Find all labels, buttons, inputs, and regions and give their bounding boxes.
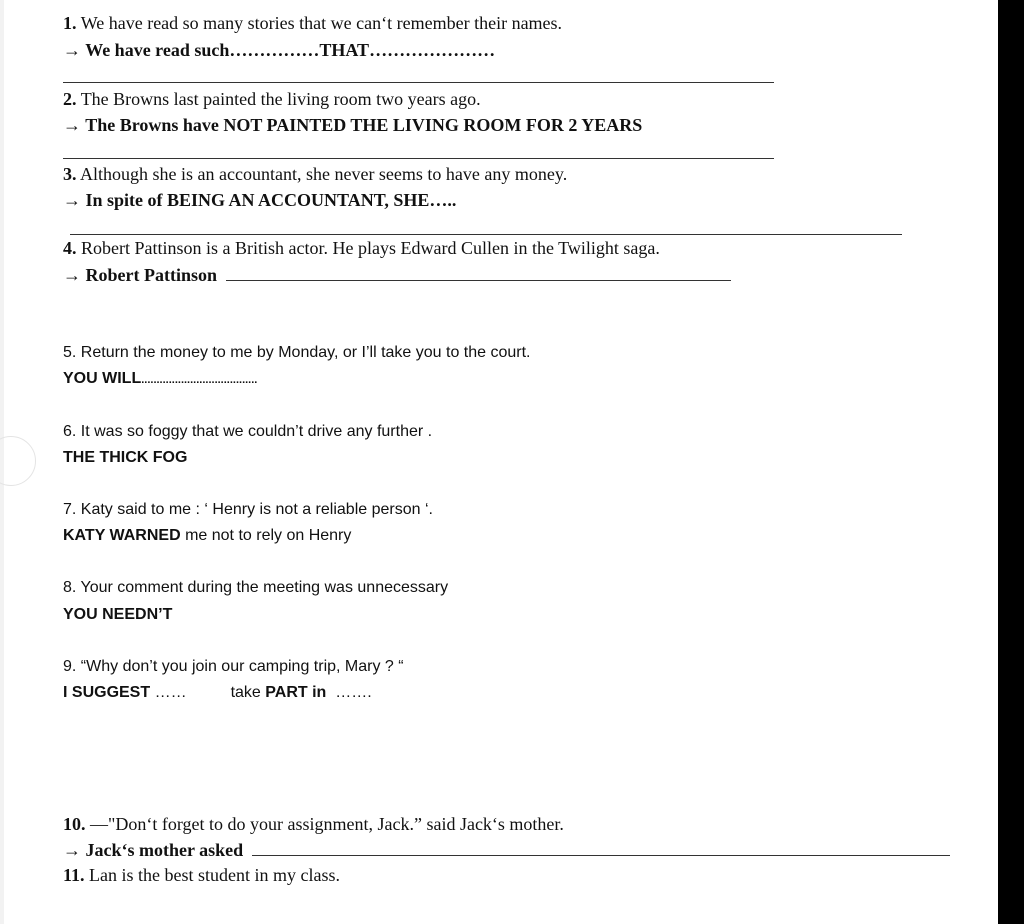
q2-sentence-line — [63, 89, 481, 110]
q9-answer-line — [63, 684, 372, 702]
q4-arrow-icon: → — [63, 265, 81, 285]
q1-sentence-line — [63, 13, 562, 34]
q3-number: 3. — [63, 164, 77, 184]
q4-answer-blank — [226, 279, 731, 281]
q11-number: 11. — [63, 865, 85, 885]
q10-arrow-icon: → — [63, 840, 81, 860]
q5-answer: YOU WILL — [63, 370, 142, 387]
q2-answer: The Browns have NOT PAINTED THE LIVING ROOM FOR 2 YEARS — [85, 115, 643, 135]
q6-sentence: 6. It was so foggy that we couldn’t drive any further . — [63, 423, 433, 440]
q4-number: 4. — [63, 238, 77, 258]
q9-answer-start: I SUGGEST — [63, 684, 151, 701]
q1-dots-1: …………… — [229, 40, 320, 60]
q4-sentence: Robert Pattinson is a British actor. He plays Edward Cullen in the Twilight saga. — [81, 238, 660, 258]
q7-answer-bold: KATY WARNED — [63, 527, 181, 544]
q10-answer-line — [63, 840, 950, 861]
q1-divider — [63, 82, 774, 83]
q3-answer: In spite of BEING AN ACCOUNTANT, SHE….. — [85, 190, 457, 210]
q9-take: take — [230, 684, 261, 701]
q10-sentence-line — [63, 814, 564, 835]
q11-sentence: Lan is the best student in my class. — [89, 865, 340, 885]
margin-circle-mark — [0, 436, 36, 486]
q4-answer: Robert Pattinson — [85, 265, 217, 285]
q11-sentence-line — [63, 865, 340, 886]
q2-arrow-icon: → — [63, 115, 81, 135]
q9-part-in: PART in — [265, 684, 327, 701]
q7-answer-line — [63, 527, 351, 545]
q10-number: 10. — [63, 814, 86, 834]
q4-sentence-line — [63, 238, 660, 259]
q2-number: 2. — [63, 89, 77, 109]
q1-sentence: We have read so many stories that we can‘t remember their names. — [80, 13, 563, 33]
q5-answer-line — [63, 370, 257, 388]
q10-answer-blank — [252, 854, 950, 856]
q7-answer-rest: me not to rely on Henry — [180, 527, 352, 544]
q5-sentence: 5. Return the money to me by Monday, or I’ll take you to the court. — [63, 344, 531, 361]
q8-answer: YOU NEEDN’T — [63, 606, 173, 623]
q3-sentence-line — [63, 164, 567, 185]
q1-dots-2: ………………… — [369, 40, 496, 60]
q10-answer: Jack‘s mother asked — [85, 840, 244, 860]
q3-arrow-icon: → — [63, 190, 81, 210]
q3-divider — [70, 234, 902, 235]
q2-sentence: The Browns last painted the living room two years ago. — [80, 89, 481, 109]
page-right-edge — [998, 0, 1024, 924]
q2-divider — [63, 158, 774, 159]
q3-sentence: Although she is an accountant, she never seems to have any money. — [80, 164, 568, 184]
q1-answer-that: THAT — [319, 40, 370, 60]
q1-answer-line — [63, 40, 495, 61]
q5-dots: ...................................... — [141, 374, 258, 386]
q6-answer: THE THICK FOG — [63, 449, 188, 466]
q9-sentence: 9. “Why don’t you join our camping trip, Mary ? “ — [63, 658, 404, 675]
q8-sentence: 8. Your comment during the meeting was unnecessary — [63, 579, 449, 596]
q9-dots-1: …… — [154, 684, 187, 701]
q10-sentence: —"Don‘t forget to do your assignment, Jack.” said Jack‘s mother. — [90, 814, 564, 834]
q1-arrow-icon: → — [63, 40, 81, 60]
q4-answer-line — [63, 265, 731, 286]
q2-answer-line — [63, 115, 642, 136]
q7-sentence: 7. Katy said to me : ‘ Henry is not a reliable person ‘. — [63, 501, 433, 518]
q1-number: 1. — [63, 13, 77, 33]
q9-dots-2: ……. — [335, 684, 372, 701]
q3-answer-line — [63, 190, 456, 211]
q1-answer-start: We have read such — [85, 40, 230, 60]
